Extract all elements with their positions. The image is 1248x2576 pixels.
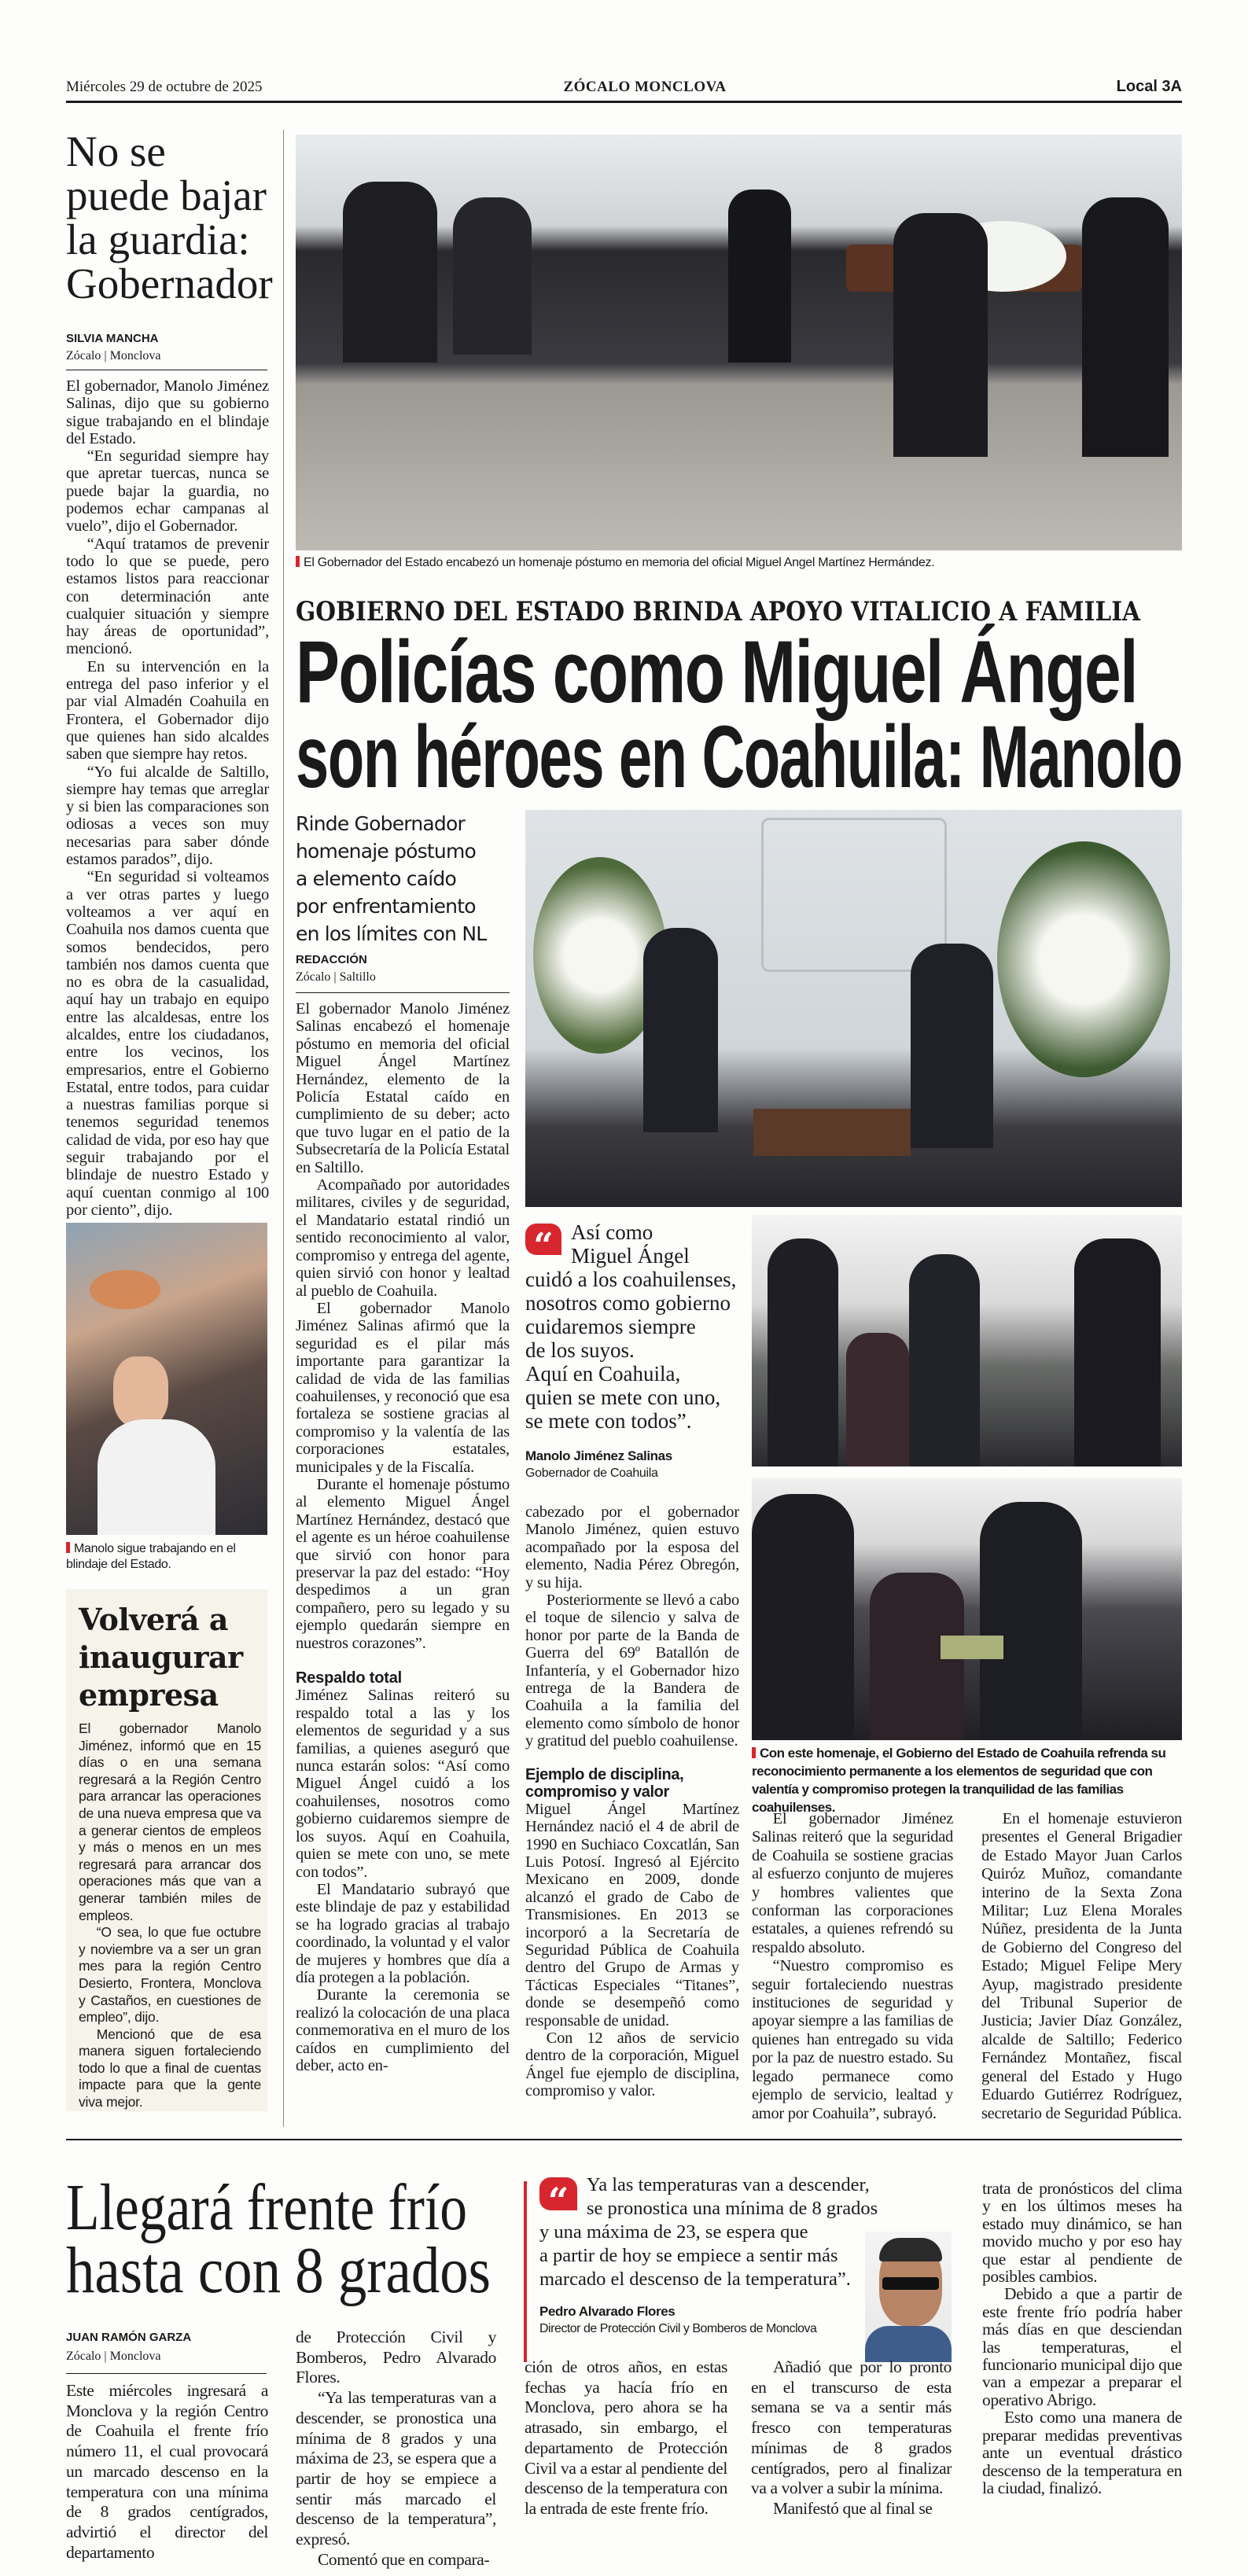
- paragraph: Durante el homenaje póstumo al elemento Miguel Ángel Martínez Hernández, destacó que el agente es un héroe coahuilense que sirvió con honor para preservar la paz del estado: “Hoy despedimos a un gran compañero, pero su legado y su ejemplo quedarán siempre en nuestros corazones”.: [296, 1475, 510, 1652]
- headline-line: puede bajar: [66, 171, 267, 219]
- paragraph: “Ya las temperaturas van a descender, se pronostica una mínima de 8 grados y una máxima de 23, se espera que a partir de hoy se empiece a sentir más marcado el descenso de la temperatura”, expresó.: [296, 2388, 496, 2549]
- main-author: REDACCIÓN: [296, 953, 367, 966]
- bottom-quote-bar: [524, 2181, 527, 2362]
- left-dateline: Zócalo | Monclova: [66, 349, 161, 362]
- paragraph: Jiménez Salinas reiteró su respaldo total a las y los elementos de seguridad y a sus familias, a quienes aseguró que nunca estarán solos: “Así como Miguel Ángel cuidó a los coahuilenses, nosotros como gobierno cuidaremos siempre de los suyos. Aquí en Coahuila, quien se mete con uno, se mete con todos”.: [296, 1687, 510, 1881]
- quote-attribution-name: Manolo Jiménez Salinas: [525, 1448, 672, 1463]
- paragraph: “Nuestro compromiso es seguir fortaleciendo nuestras instituciones de seguridad y apoyar siempre a las familias de quienes han entregado su vida por la paz de nuestro estado. Su legado permanece como ejemplo de servicio, lealtad y amor por Coahuila”, subrayó.: [752, 1957, 953, 2122]
- kicker-text: GOBIERNO DEL ESTADO BRINDA APOYO VITALICIO A FAMILIA: [296, 596, 1140, 627]
- deck-line: en los límites con NL: [296, 922, 487, 945]
- main-body-col2: [525, 1503, 739, 2100]
- paragraph: Comentó que en compara-: [317, 2549, 490, 2569]
- paragraph: cabezado por el gobernador Manolo Jiménez, quien estuvo acompañado por la esposa del elemento, Nadia Pérez Obregón, y su hija.: [525, 1503, 739, 1592]
- main-body-col1: [296, 1000, 510, 2074]
- header-rule: [66, 101, 1182, 103]
- main-byline-rule: [296, 992, 510, 993]
- official-portrait: [865, 2232, 952, 2362]
- paragraph: Con 12 años de servicio dentro de la corporación, Miguel Ángel fue ejemplo de disciplina, compromiso y valor.: [525, 2029, 739, 2100]
- quote-icon: “: [525, 1224, 561, 1255]
- caption-marker: [66, 1542, 70, 1553]
- paragraph: trata de pronósticos del clima y en los últimos meses ha estado muy dinámico, se han movido mucho y por eso hay que estar al pendiente de posibles cambios.: [982, 2179, 1182, 2287]
- paragraph: Añadió que por lo pronto en el transcurso de esta semana se va a sentir más fresco con temperaturas mínimas de 8 grados centígrados, pero al finalizar va a volver a subir la mínima.: [751, 2357, 952, 2498]
- bottom-headline-line-2: [66, 2234, 491, 2307]
- main-headline-line-2: [296, 708, 1182, 806]
- column-divider: [283, 130, 284, 2127]
- paragraph: Debido a que a partir de este frente frío podría haber más días en que desciendan las temperaturas, el funcionario municipal dijo que van a empezar a preparar el operativo Abrigo.: [982, 2284, 1182, 2409]
- paragraph: El gobernador Jiménez Salinas reiteró que la seguridad de Coahuila se sostiene gracias al esfuerzo conjunto de mujeres y hombres valientes que conforman las corporaciones estatales, a quienes refrendó su respaldo absoluto.: [752, 1810, 953, 1956]
- paragraph: Esto como una manera de preparar medidas preventivas ante un eventual drástico descenso de la temperatura en la ciudad, finalizó.: [982, 2408, 1182, 2497]
- deck-line: a elemento caído: [296, 867, 456, 890]
- deck-line: por enfrentamiento: [296, 895, 476, 918]
- section-divider: [66, 2139, 1182, 2140]
- paragraph: En su intervención en la entrega del paso inferior y el par vial Almadén Coahuila en Frontera, el Gobernador dijo que quienes han sido alcaldes saben que siempre hay retos.: [66, 657, 269, 764]
- subhead-respaldo: Respaldo total: [296, 1669, 402, 1687]
- sidebar-headline: [79, 1601, 263, 1714]
- paragraph: “Aquí tratamos de prevenir todo lo que se puede, pero estamos listos para reaccionar con determinación ante cualquier situación y siempre hay áreas de oportunidad”, mencionó.: [66, 535, 269, 658]
- bottom-author: JUAN RAMÓN GARZA: [66, 2331, 192, 2344]
- main-headline-line-1: [296, 623, 1137, 721]
- bottom-headline-line-1: [66, 2171, 467, 2244]
- deck-line: Rinde Gobernador: [296, 812, 465, 835]
- governor-emblem-photo: [525, 810, 1182, 1207]
- left-photo-caption: [66, 1541, 267, 1573]
- paragraph: Posteriormente se llevó a cabo el toque de silencio y salva de honor por parte de la Banda de Guerra del 69º Batallón de Infantería, y el Gobernador hizo entrega de la Bandera de Coahuila a la familia del elemento como símbolo de honor y gratitud del pueblo coahuilense.: [525, 1592, 739, 1750]
- paragraph: El gobernador Manolo Jiménez Salinas afirmó que la seguridad es el pilar más importante para garantizar la calidad de vida de las familias coahuilenses, y reconoció que esa fortaleza se sostiene gracias al compromiso y la valentía de las corporaciones estatales, municipales y de la Fiscalía.: [296, 1299, 510, 1476]
- main-body-col4: [981, 1810, 1182, 2123]
- deck-line: homenaje póstumo: [296, 840, 476, 863]
- caption-text: El Gobernador del Estado encabezó un homenaje póstumo en memoria del oficial Miguel Angel Martínez Hermández.: [304, 556, 935, 569]
- headline-line: inaugurar: [79, 1639, 243, 1675]
- quote-line: cuidaremos siempre: [525, 1315, 696, 1338]
- caption-text: Manolo sigue trabajando en el blindaje del Estado.: [66, 1542, 236, 1571]
- paragraph: “Yo fui alcalde de Saltillo, siempre hay temas que arreglar y si bien las comparaciones son odiosas a veces son muy necesarias para saber dónde estamos parados”, dijo.: [66, 763, 269, 869]
- quote-line: quien se mete con uno,: [525, 1386, 721, 1409]
- paragraph: ción de otros años, en estas fechas ya hacía frío en Monclova, pero ahora se ha atrasado, sin embargo, el departamento de Protección Civil va a estar al pendiente del descenso de la temperatura con la entrada de este frente frío.: [525, 2357, 727, 2518]
- paragraph: Acompañado por autoridades militares, civiles y de seguridad, el Mandatario estatal rindió un sentido reconocimiento al valor, compromiso y entrega del agente, quien sirvió con honor y lealtad al pueblo de Coahuila.: [296, 1176, 510, 1300]
- paragraph: El gobernador Manolo Jiménez Salinas encabezó el homenaje póstumo en memoria del oficial Miguel Ángel Martínez Hernández, elemento de la Policía Estatal caído en cumplimiento de su deber; acto que tuvo lugar en el patio de la Subsecretaría de la Policía Estatal en Saltillo.: [296, 1000, 510, 1176]
- bottom-body-col3: [525, 2357, 727, 2519]
- family-condolence-photo: [752, 1215, 1182, 1466]
- paragraph: El gobernador Manolo Jiménez, informó que en 15 días o en una semana regresará a la Región Centro para arrancar las operaciones de una nueva empresa que va a generar cientos de empleos y más o menos en un mes regresará para arrancar dos operaciones más que van a generar también miles de empleos.: [79, 1720, 261, 1923]
- header-section: Local 3A: [1116, 78, 1182, 95]
- quote-line: se mete con todos”.: [525, 1409, 692, 1433]
- bottom-body-col4: [751, 2357, 952, 2519]
- paragraph: El Mandatario subrayó que este blindaje de paz y estabilidad se ha logrado gracias al trabajo coordinado, la voluntad y el valor de mujeres y hombres que día a día protegen a la población.: [296, 1880, 510, 1986]
- paragraph: Miguel Ángel Martínez Hernández nació el 4 de abril de 1990 en Suchiaco Coxcatlán, San Luis Potosí. Ingresó al Ejército Mexicano en 2009, donde alcanzó el grado de Cabo de Transmisiones. En 2013 se incorporó a la Secretaría de Seguridad Pública de Coahuila dentro del Grupo de Armas y Tácticas Especiales “Titanes”, donde se desempeñó como responsable de unidad.: [525, 1800, 739, 2030]
- headline-text: hasta con 8 grados: [66, 2234, 491, 2307]
- paragraph: Durante la ceremonia se realizó la colocación de una placa conmemorativa en el muro de los caídos en cumplimiento del deber, acto en-: [296, 1986, 510, 2074]
- deck: [296, 810, 520, 948]
- headline-text: Llegará frente frío: [66, 2171, 467, 2244]
- paragraph: El gobernador, Manolo Jiménez Salinas, dijo que su gobierno sigue trabajando en el blindaje del Estado.: [66, 377, 269, 447]
- paragraph: “En seguridad siempre hay que apretar tuercas, nunca se puede bajar la guardia, no podemos echar campanas al vuelo”, dijo el Gobernador.: [66, 447, 269, 535]
- headline-line: Gobernador: [66, 259, 273, 307]
- main-dateline: Zócalo | Saltillo: [296, 970, 376, 984]
- header-publication: ZÓCALO MONCLOVA: [563, 79, 727, 95]
- headline-line: empresa: [79, 1677, 219, 1713]
- quote-line: marcado el descenso de la temperatura”.: [539, 2269, 851, 2290]
- caption-marker: [296, 556, 300, 567]
- quote-line: cuidó a los coahuilenses,: [525, 1268, 737, 1291]
- top-photo-caption: [296, 555, 1182, 571]
- paragraph: Manifestó que al final se: [772, 2498, 933, 2518]
- paragraph: Mencionó que de esa manera siguen fortaleciendo todo lo que a final de cuentas impacte para que la gente viva mejor.: [79, 2026, 261, 2110]
- quote-line: Así como: [571, 1220, 653, 1244]
- left-crowd-photo: [66, 1223, 267, 1535]
- headline-line: la guardia:: [66, 215, 250, 263]
- photos-caption: [752, 1744, 1182, 1816]
- bottom-quote-role: Director de Protección Civil y Bomberos de Monclova: [539, 2322, 817, 2335]
- pull-quote-main: [525, 1220, 742, 1433]
- caption-text: Con este homenaje, el Gobierno del Estado de Coahuila refrenda su reconocimiento permanente a los elementos de seguridad que con valentía y compromiso protegen la tranquilidad de las familias coahuilenses.: [752, 1746, 1166, 1815]
- bottom-body-col1: [66, 2381, 268, 2563]
- left-headline: [66, 127, 274, 307]
- bottom-body-col2: [296, 2328, 496, 2570]
- quote-icon: “: [539, 2177, 577, 2210]
- quote-line: se pronostica una mínima de 8 grados: [587, 2198, 878, 2219]
- quote-line: Ya las temperaturas van a descender,: [587, 2174, 870, 2195]
- subhead-ejemplo: Ejemplo de disciplina, compromiso y valor: [525, 1765, 684, 1801]
- paragraph: “En seguridad si volteamos a ver otras partes y luego volteamos a ver aquí en Coahuila nos damos cuenta que somos bendecidos, pero también nos damos cuenta que no es obra de la casualidad, aquí hay un trabajo en equipo entre las alcaldesas, entre los alcaldes, entre los ciudadanos, entre los vecinos, los empresarios, entre el Gobierno Estatal, entre todos, para cuidar a nuestras familias porque si tenemos seguridad tenemos calidad de vida, por eso hay que seguir trabajando por el blindaje de nuestro Estado y aquí cuentan conmigo al 100 por ciento”, dijo.: [66, 868, 269, 1219]
- headline-line: No se: [66, 127, 166, 175]
- paragraph: En el homenaje estuvieron presentes el General Brigadier de Estado Mayor Juan Carlos Quiróz Muñoz, comandante interino de la Sexta Zona Militar; Luz Elena Morales Núñez, presidenta de la Junta de Gobierno del Congreso del Estado; Miguel Felipe Mery Ayup, magistrado presidente del Tribunal Superior de Justicia; Javier Díaz González, alcalde de Saltillo; Federico Fernández Montañez, fiscal general del Estado y Hugo Eduardo Gutiérrez Rodríguez, secretario de Seguridad Pública.: [981, 1810, 1182, 2122]
- quote-line: nosotros como gobierno: [525, 1291, 731, 1315]
- headline-text: son héroes en Coahuila: Manolo: [296, 708, 1182, 806]
- main-body-col3: [752, 1810, 953, 2123]
- paragraph: Este miércoles ingresará a Monclova y la región Centro de Coahuila el frente frío número 11, el cual provocará un marcado descenso en la temperatura con una mínima de 8 grados centígrados, advirtió el director del departamento: [66, 2381, 268, 2562]
- headline-text: Policías como Miguel Ángel: [296, 623, 1137, 721]
- bottom-byline-rule: [66, 2373, 267, 2374]
- quote-line: a partir de hoy se empiece a sentir más: [539, 2245, 838, 2266]
- paragraph: de Protección Civil y Bomberos, Pedro Alvarado Flores.: [296, 2328, 496, 2387]
- left-article-body: [66, 377, 269, 1219]
- flag-delivery-photo: [752, 1478, 1182, 1740]
- caption-marker: [752, 1747, 756, 1758]
- quote-line: de los suyos.: [525, 1338, 635, 1362]
- headline-line: Volverá a: [79, 1602, 229, 1637]
- quote-attribution-role: Gobernador de Coahuila: [525, 1466, 658, 1480]
- left-author: SILVIA MANCHA: [66, 332, 159, 345]
- header-date: Miércoles 29 de octubre de 2025: [66, 79, 263, 95]
- quote-line: Aquí en Coahuila,: [525, 1362, 681, 1386]
- quote-line: y una máxima de 23, se espera que: [539, 2221, 808, 2243]
- bottom-dateline: Zócalo | Monclova: [66, 2350, 161, 2363]
- bottom-quote-name: Pedro Alvarado Flores: [539, 2304, 676, 2319]
- paragraph: “O sea, lo que fue octubre y noviembre va a ser un gran mes para la región Centro Desierto, Frontera, Monclova y Castaños, en cuestiones de empleo”, dijo.: [79, 1924, 261, 2026]
- quote-line: Miguel Ángel: [571, 1244, 690, 1268]
- bottom-body-col5: [982, 2180, 1182, 2497]
- casket-ceremony-photo: [296, 134, 1182, 550]
- sidebar-body: [79, 1720, 261, 2111]
